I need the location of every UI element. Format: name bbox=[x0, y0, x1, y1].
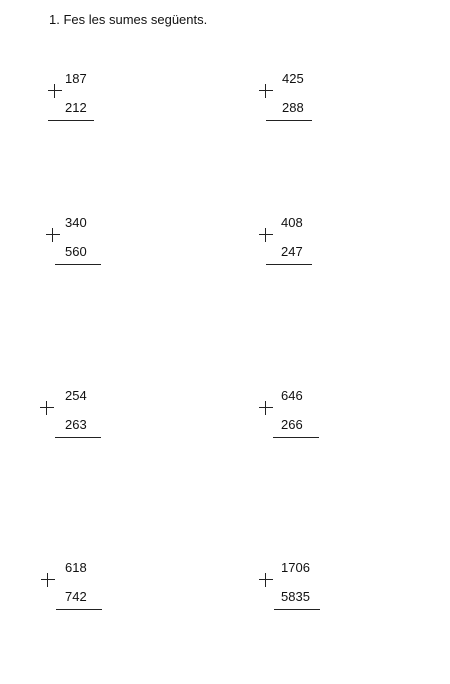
sum-line bbox=[48, 120, 94, 121]
addend-bottom: 742 bbox=[65, 589, 87, 604]
plus-sign-icon bbox=[41, 573, 55, 587]
addend-top: 254 bbox=[65, 388, 87, 403]
addend-bottom: 263 bbox=[65, 417, 87, 432]
plus-sign-icon bbox=[46, 228, 60, 242]
addend-top: 425 bbox=[282, 71, 304, 86]
addition-problem-4 bbox=[258, 215, 338, 265]
sum-line bbox=[266, 264, 312, 265]
addend-bottom: 247 bbox=[281, 244, 303, 259]
addition-problem-7 bbox=[40, 560, 120, 610]
plus-sign-icon bbox=[259, 228, 273, 242]
sum-line bbox=[55, 264, 101, 265]
addend-bottom: 560 bbox=[65, 244, 87, 259]
addition-problem-1 bbox=[48, 71, 128, 121]
addition-problem-5 bbox=[40, 388, 120, 438]
addend-bottom: 212 bbox=[65, 100, 87, 115]
addend-bottom: 288 bbox=[282, 100, 304, 115]
addend-top: 187 bbox=[65, 71, 87, 86]
addend-top: 408 bbox=[281, 215, 303, 230]
addend-top: 340 bbox=[65, 215, 87, 230]
addition-problem-3 bbox=[46, 215, 126, 265]
plus-sign-icon bbox=[259, 573, 273, 587]
plus-sign-icon bbox=[259, 401, 273, 415]
sum-line bbox=[273, 437, 319, 438]
plus-sign-icon bbox=[259, 84, 273, 98]
plus-sign-icon bbox=[40, 401, 54, 415]
addend-top: 618 bbox=[65, 560, 87, 575]
addend-bottom: 266 bbox=[281, 417, 303, 432]
addition-problem-8 bbox=[258, 560, 338, 610]
sum-line bbox=[55, 437, 101, 438]
sum-line bbox=[274, 609, 320, 610]
addend-bottom: 5835 bbox=[281, 589, 310, 604]
addition-problem-2 bbox=[258, 71, 338, 121]
sum-line bbox=[266, 120, 312, 121]
exercise-instruction: 1. Fes les sumes següents. bbox=[49, 12, 208, 27]
sum-line bbox=[56, 609, 102, 610]
plus-sign-icon bbox=[48, 84, 62, 98]
addend-top: 646 bbox=[281, 388, 303, 403]
addition-problem-6 bbox=[258, 388, 338, 438]
addend-top: 1706 bbox=[281, 560, 310, 575]
